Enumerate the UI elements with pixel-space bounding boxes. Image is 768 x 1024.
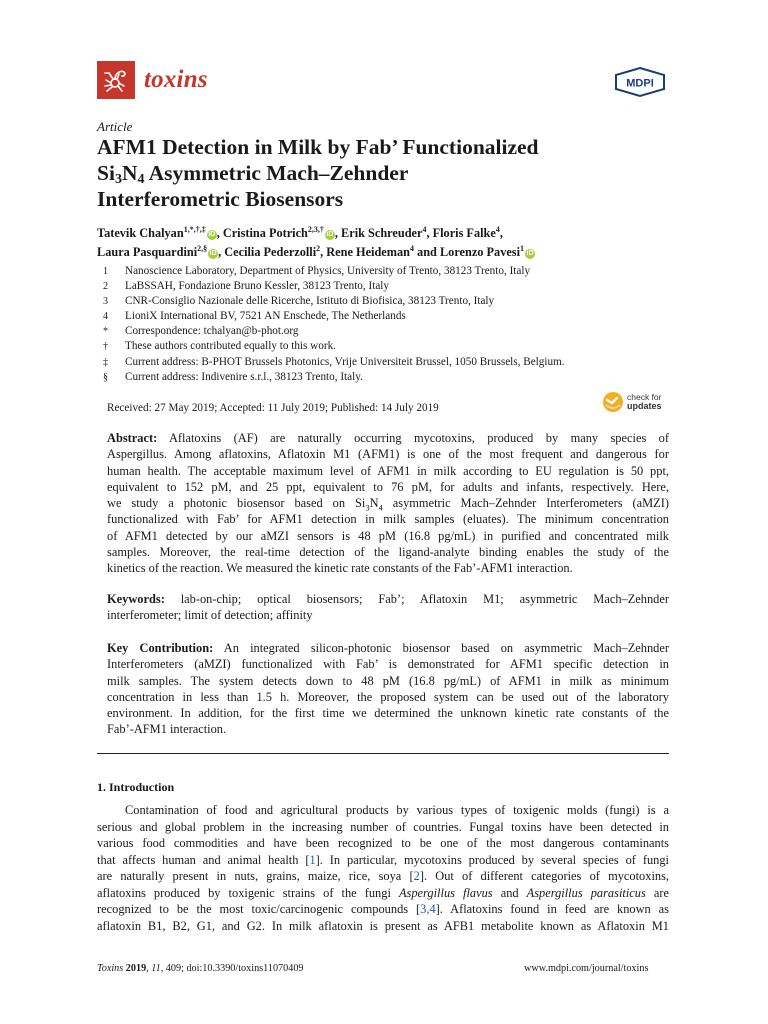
orcid-icon[interactable]: iD	[208, 231, 216, 238]
section-heading: 1. Introduction	[97, 780, 175, 794]
affiliation-list	[103, 264, 565, 385]
author-affiliation-marks: 4	[422, 224, 427, 234]
citation-footer: Toxins 2019, 11, 409; doi:10.3390/toxins11070409	[97, 963, 304, 974]
author-affiliation-marks: 1	[520, 243, 525, 253]
introduction-paragraph: Contamination of food and agricultural products by various types of toxigenic molds (fungi) is a serious and global problem in the increasing number of countries. Fungal toxins have been detected in various food commodities and have been recognized to be one of the most dangerous contaminants that affects human and animal health [1]. In particular, mycotoxins produced by several species of fungi are naturally present in nuts, grains, maize, rice, soya [2]. Out of different categories of mycotoxins, aflatoxins produced by toxigenic strains of the fungi Aspergillus flavus and Aspergillus parasiticus are recognized to be the most toxic/carcinogenic compounds [3,4]. Aflatoxins found in feed are known as aflatoxin B1, B2, G1, and G2. In milk aflatoxin is present as AFB1 metabolite known as Aflatoxin M1	[97, 803, 669, 933]
author-affiliation-marks: 2,§	[197, 243, 208, 253]
citation-link[interactable]: 2	[413, 869, 420, 883]
key-contribution: Key Contribution: An integrated silicon-photonic biosensor based on asymmetric Mach–Zehnder Interferometers (aMZI) functionalized with Fab’ is demonstrated for AFM1 specific detection in milk samples. The system detects down to 48 pM (16.8 pg/mL) of AFM1 in milk as minimum concentration in less than 1.5 h. Moreover, the proposed system can be used out of the laboratory environment. In addition, for the first time we determined the unknown kinetic rate constants of the Fab’-AFM1 interaction.	[107, 641, 669, 737]
author-line-1: Tatevik Chalyan$^{1,*,\dagger,\ddagger}$iD , Cristina Potrich$^{2,3,\dagger}$iD , Erik Schreuder$^4$, Floris Falke$^4$,	[97, 224, 503, 240]
author-affiliation-marks: 4	[409, 243, 414, 253]
author-name[interactable]: Laura Pasquardini	[97, 245, 198, 259]
author-name[interactable]: Erik Schreuder	[341, 226, 423, 240]
scorpion-icon	[97, 61, 135, 99]
journal-logo[interactable]	[97, 61, 208, 99]
publisher-name: MDPI	[626, 77, 654, 90]
affiliation-note: ‡ Current address: B-PHOT Brussels Photonics, Vrije Universiteit Brussel, 1050 Brussels, Belgium.	[103, 355, 565, 368]
affiliation-note: † These authors contributed equally to this work.	[103, 340, 336, 353]
citation-link[interactable]: 3	[420, 902, 427, 916]
author-name[interactable]: Lorenzo Pavesi	[439, 245, 521, 259]
author-name[interactable]: Floris Falke	[432, 226, 496, 240]
affiliation-item: 1 Nanoscience Laboratory, Department of Physics, University of Trento, 38123 Trento, Italy	[103, 265, 531, 277]
citation-link[interactable]: 1	[309, 852, 316, 867]
publication-dates: Received: 27 May 2019; Accepted: 11 July 2019; Published: 14 July 2019	[107, 402, 439, 414]
check-for-updates-badge[interactable]: check for updates	[602, 391, 662, 413]
affiliation-item: 2 LaBSSAH, Fondazione Bruno Kessler, 38123 Trento, Italy	[103, 280, 389, 293]
key-contribution-label: Key Contribution:	[107, 641, 214, 655]
affiliation-item: 4 LioniX International BV, 7521 AN Enschede, The Netherlands	[103, 310, 406, 323]
author-affiliation-marks: 1,*,†,‡	[183, 224, 206, 234]
check-updates-icon	[602, 391, 624, 413]
author-list	[97, 224, 535, 262]
orcid-icon[interactable]: iD	[326, 231, 334, 238]
orcid-icon[interactable]: iD	[209, 250, 217, 257]
mdpi-logo-icon[interactable]	[612, 66, 668, 98]
article-title: AFM1 Detection in Milk by Fab’ Functionalized $Si_3N_4$ Asymmetric Mach–Zehnder Interferometric Biosensors	[97, 135, 539, 211]
correspondence-item: * Correspondence: tchalyan@b-phot.org	[103, 325, 299, 338]
author-affiliation-marks: 4	[495, 224, 500, 234]
article-type: Article	[97, 119, 133, 134]
author-name[interactable]: Tatevik Chalyan	[97, 226, 184, 240]
author-name[interactable]: Rene Heideman	[326, 245, 410, 259]
author-affiliation-marks: 2	[316, 243, 321, 253]
orcid-icon[interactable]: iD	[526, 250, 534, 257]
keywords-label: Keywords:	[107, 592, 165, 606]
journal-name: toxins	[144, 66, 208, 93]
keywords: Keywords: lab-on-chip; optical biosensors; Fab’; Aflatoxin M1; asymmetric Mach–Zehnder interferometer; limit of detection; affinity	[107, 592, 669, 623]
author-affiliation-marks: 2,3,†	[307, 224, 324, 234]
affiliation-note: § Current address: Indivenire s.r.l., 38123 Trento, Italy.	[103, 370, 363, 383]
section-divider	[97, 753, 669, 754]
citation-link[interactable]: 4	[429, 902, 436, 916]
abstract: Abstract: Aflatoxins (AF) are naturally occurring mycotoxins, produced by many species of Aspergillus. Among aflatoxins, Aflatoxin M1 (AFM1) is one of the most frequent and dangerous for human health. The acceptable maximum level of AFM1 in milk according to EU regulation is 50 ppt, equivalent to 152 pM, and 25 ppt, equivalent to 76 pM, for adults and infants, respectively. Here, we study a photonic biosensor based on $Si_3N_4$ asymmetric Mach–Zehnder Interferometers (aMZI) functionalized with Fab’ for AFM1 detection in milk samples (eluates). The minimum concentration of AFM1 detected by our aMZI sensors is 48 pM (16.8 pg/mL) in purified and concentrated milk samples. Moreover, the real-time detection of the ligand-analyte binding enables the study of the kinetics of the reaction. We measured the kinetic rate constants of the Fab’-AFM1 interaction.	[107, 431, 669, 576]
author-name[interactable]: Cecilia Pederzolli	[224, 245, 317, 259]
abstract-label: Abstract:	[107, 431, 158, 445]
affiliation-item: 3 CNR-Consiglio Nazionale delle Ricerche, Istituto di Biofisica, 38123 Trento, Italy	[103, 295, 495, 308]
author-line-2: Laura Pasquardini$^{2,\S}$iD , Cecilia Pederzolli$^2$, Rene Heideman$^4$ and Lorenzo Pavesi$^1$iD	[97, 243, 534, 259]
author-name[interactable]: Cristina Potrich	[222, 226, 308, 240]
journal-url[interactable]: www.mdpi.com/journal/toxins	[524, 963, 649, 974]
